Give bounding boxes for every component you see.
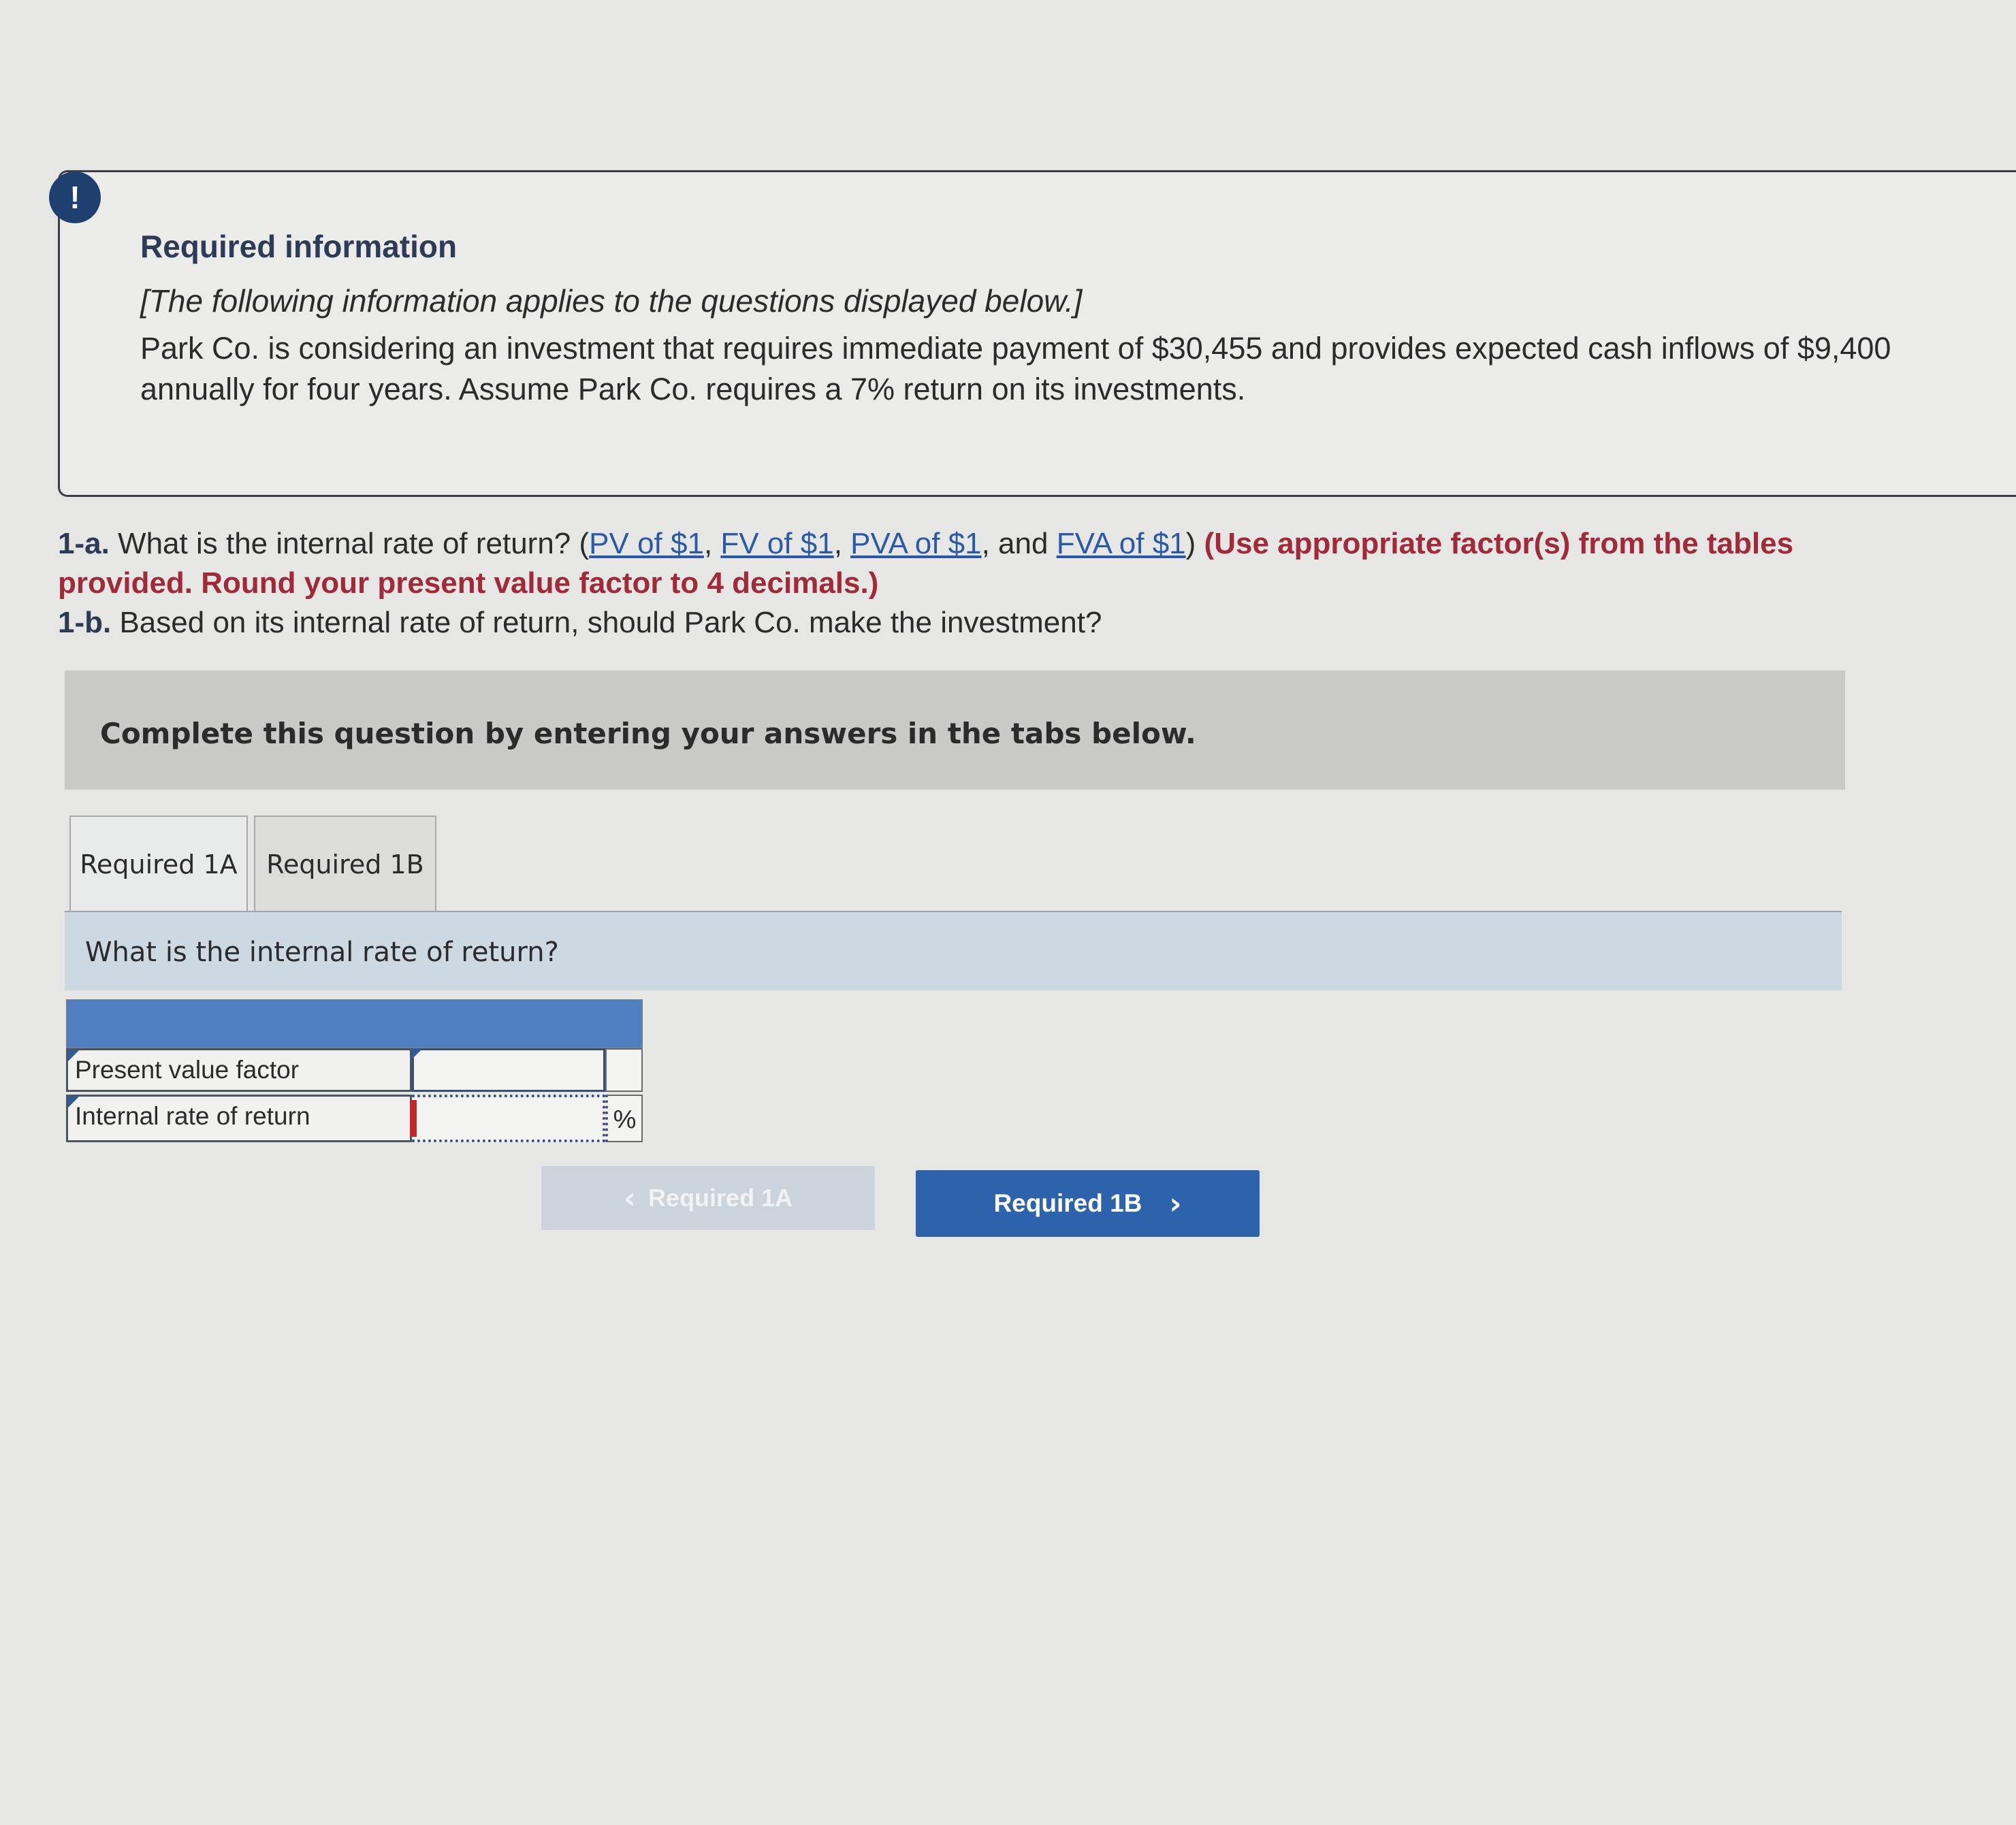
required-field-marker (410, 1100, 417, 1137)
present-value-factor-unit (605, 1048, 643, 1092)
chevron-right-icon: › (1169, 1186, 1182, 1221)
answer-table (66, 999, 643, 1144)
scenario-text: Park Co. is considering an investment that requires immediate payment of $30,455 and provides expected cash inflows of $9,400 annually for four years. Assume Park Co. requires a 7% return on its investments. (140, 331, 1891, 406)
internal-rate-of-return-label: Internal rate of return (66, 1095, 412, 1142)
fva-table-link[interactable]: FVA of $1 (1056, 527, 1186, 560)
pv-table-link[interactable]: PV of $1 (589, 527, 704, 560)
rounding-instruction: (Use appropriate factor(s) from the tables provided. Round your present value factor to 4 decimals.) (58, 527, 1794, 600)
percent-unit: % (605, 1095, 643, 1142)
instruction-text: Complete this question by entering your answers in the tabs below. (100, 717, 1196, 750)
tab-required-1b[interactable]: Required 1B (254, 815, 436, 912)
pva-table-link[interactable]: PVA of $1 (850, 527, 982, 560)
question-text: 1-a. What is the internal rate of return? (PV of $1, FV of $1, PVA of $1, and FVA of $1) (Use appropriate factor(s) from the tables provided. Round your present value factor to 4 decimals.) 1-b. Based on its internal rate of return, should Park Co. make the investment? (58, 527, 1794, 639)
next-required-1b-button[interactable] (916, 1170, 1260, 1237)
applies-note: [The following information applies to the questions displayed below.] (140, 283, 1083, 319)
chevron-left-icon: ‹ (623, 1180, 637, 1216)
tab-required-1a[interactable]: Required 1A (69, 815, 248, 912)
prompt-strip (65, 912, 1842, 990)
fv-table-link[interactable]: FV of $1 (720, 527, 834, 560)
internal-rate-of-return-input[interactable] (412, 1095, 605, 1142)
prompt-text: What is the internal rate of return? (85, 937, 559, 968)
question-label-1b: 1-b. (58, 606, 112, 639)
present-value-factor-input[interactable] (412, 1048, 605, 1092)
answer-table-header (66, 999, 643, 1048)
alert-icon: ! (49, 172, 101, 223)
instruction-bar (65, 671, 1845, 790)
previous-required-1a-button[interactable] (541, 1166, 875, 1230)
present-value-factor-label: Present value factor (66, 1048, 412, 1092)
next-button-label: Required 1B (993, 1189, 1142, 1217)
previous-button-label: Required 1A (648, 1184, 793, 1212)
cell-marker-icon (412, 1048, 423, 1059)
question-label-1a: 1-a. (58, 527, 110, 560)
required-information-title: Required information (140, 229, 458, 264)
